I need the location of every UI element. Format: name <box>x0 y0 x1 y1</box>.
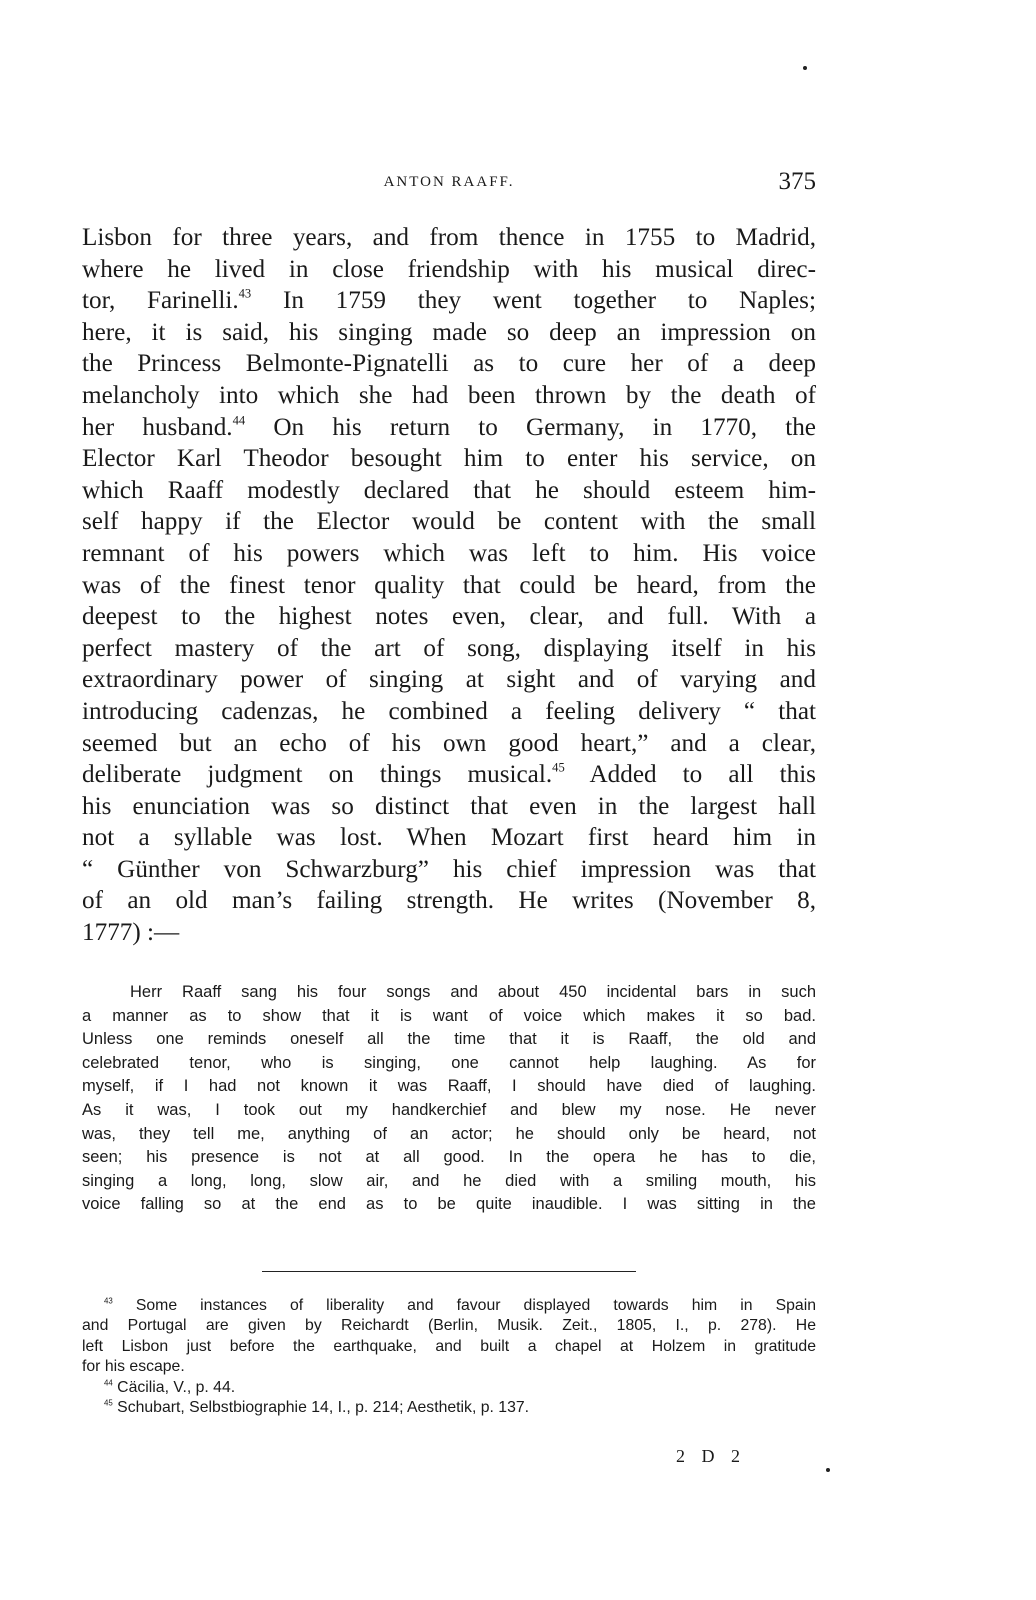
quote-line: As it was, I took out my handkerchief and blew my nose. He never <box>82 1100 816 1119</box>
body-line: which Raaff modestly declared that he should esteem him- <box>82 476 816 504</box>
footnote-44 <box>82 1378 816 1398</box>
footnote-line: $^{45}$ Schubart, Selbstbiographie 14, I., p. 214; Aesthetik, p. 137. <box>104 1398 530 1417</box>
body-line: was of the finest tenor quality that could be heard, from the <box>82 571 816 599</box>
footnote-marker: 43 <box>104 1296 113 1306</box>
footnote-marker: 44 <box>104 1377 113 1387</box>
body-line: Elector Karl Theodor besought him to enter his service, on <box>82 445 816 473</box>
body-line: deliberate judgment on things musical.$^{45}$ Added to all this <box>82 760 816 789</box>
body-line: extraordinary power of singing at sight and of varying and <box>82 666 816 694</box>
footnote-ref-43[interactable]: 43 <box>238 286 252 301</box>
body-line: of an old man’s failing strength. He writes (November 8, <box>82 887 816 915</box>
footnote-45 <box>82 1398 816 1418</box>
signature-mark: 2 D 2 <box>676 1446 746 1466</box>
body-line: where he lived in close friendship with his musical direc- <box>82 255 816 283</box>
body-line: remnant of his powers which was left to him. His voice <box>82 539 816 567</box>
footnote-line: $^{44}$ Cäcilia, V., p. 44. <box>104 1377 236 1396</box>
body-line: here, it is said, his singing made so deep an impression on <box>82 318 816 346</box>
quote-line: voice falling so at the end as to be quite inaudible. I was sitting in the <box>82 1195 816 1214</box>
body-line: melancholy into which she had been thrown by the death of <box>82 381 816 409</box>
footnote-line: for his escape. <box>82 1358 185 1376</box>
quote-line: seen; his presence is not at all good. In the opera he has to die, <box>82 1148 816 1167</box>
body-line: perfect mastery of the art of song, displaying itself in his <box>82 634 816 662</box>
scan-speck <box>826 1468 830 1472</box>
body-line: his enunciation was so distinct that even in the largest hall <box>82 792 816 820</box>
footnote-43 <box>82 1296 816 1378</box>
body-line: 1777) :— <box>82 919 180 947</box>
page-number: 375 <box>778 168 816 195</box>
body-line: tor, Farinelli.$^{43}$ In 1759 they went together to Naples; <box>82 286 816 315</box>
footnote-line: left Lisbon just before the earthquake, and built a chapel at Holzem in gratitude <box>82 1337 816 1355</box>
body-line: the Princess Belmonte-Pignatelli as to cure her of a deep <box>82 350 816 378</box>
footnote-marker: 45 <box>104 1398 113 1408</box>
footnote-line: and Portugal are given by Reichardt (Berlin, Musik. Zeit., 1805, I., p. 278). He <box>82 1317 816 1335</box>
quote-line: Unless one reminds oneself all the time that it is Raaff, the old and <box>82 1030 816 1049</box>
footnote-ref-44[interactable]: 44 <box>232 412 246 427</box>
body-line: deepest to the highest notes even, clear, and full. With a <box>82 603 816 631</box>
running-head <box>82 168 816 202</box>
body-line: seemed but an echo of his own good heart,” and a clear, <box>82 729 816 757</box>
quote-line: a manner as to show that it is want of voice which makes it so bad. <box>82 1006 816 1025</box>
scan-speck <box>803 66 807 70</box>
main-text <box>82 222 816 949</box>
quote-line: myself, if I had not known it was Raaff, I should have died of laughing. <box>82 1077 816 1096</box>
running-title: ANTON RAAFF. <box>383 174 515 190</box>
quote-line: celebrated tenor, who is singing, one cannot help laughing. As for <box>82 1053 816 1072</box>
body-line: Lisbon for three years, and from thence in 1755 to Madrid, <box>82 224 816 251</box>
body-line: “ Günther von Schwarzburg” his chief impression was that <box>82 855 816 883</box>
footnotes <box>82 1296 816 1418</box>
quote-line: singing a long, long, slow air, and he died with a smiling mouth, his <box>82 1171 816 1190</box>
body-line: her husband.$^{44}$ On his return to Germany, in 1770, the <box>82 412 816 441</box>
body-line: not a syllable was lost. When Mozart first heard him in <box>82 824 816 852</box>
footnote-ref-45[interactable]: 45 <box>552 760 565 775</box>
quote-line: was, they tell me, anything of an actor; he should only be heard, not <box>82 1124 816 1143</box>
body-line: introducing cadenzas, he combined a feeling delivery “ that <box>82 697 816 725</box>
letter-quotation <box>82 981 816 1217</box>
body-line: self happy if the Elector would be content with the small <box>82 508 816 536</box>
quote-line: Herr Raaff sang his four songs and about 450 incidental bars in such <box>130 983 816 1001</box>
footnote-line: $^{43}$ Some instances of liberality and favour displayed towards him in Spain <box>104 1296 816 1314</box>
footnote-divider <box>262 1271 636 1272</box>
